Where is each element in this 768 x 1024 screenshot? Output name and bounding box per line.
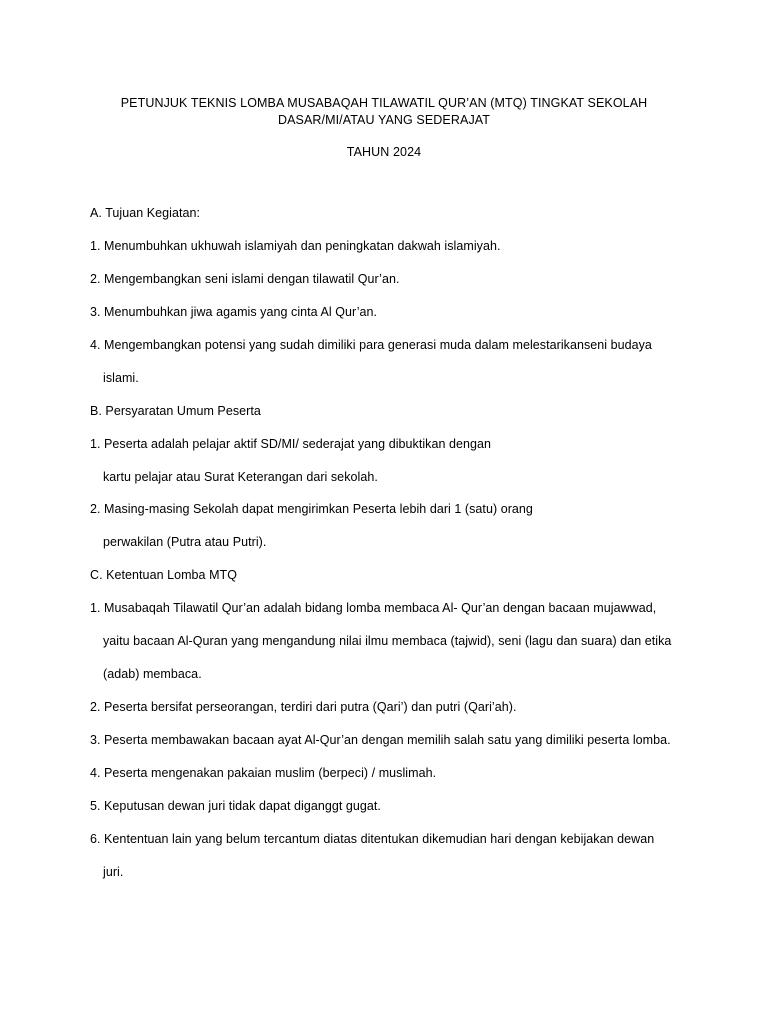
section-a-item-4-continued: islami. [103,371,139,385]
section-b-item-2-continued: perwakilan (Putra atau Putri). [103,535,267,549]
section-a-item-3: 3. Menumbuhkan jiwa agamis yang cinta Al Qur’an. [90,305,378,319]
section-a-item-4: 4. Mengembangkan potensi yang sudah dimiliki para generasi muda dalam melestarikanseni budaya [90,338,652,352]
section-b-item-1-continued: kartu pelajar atau Surat Keterangan dari sekolah. [103,470,378,484]
section-b-heading: B. Persyaratan Umum Peserta [90,404,261,418]
section-b-item-1: 1. Peserta adalah pelajar aktif SD/MI/ sederajat yang dibuktikan dengan [90,437,492,451]
document-title-line-2: DASAR/MI/ATAU YANG SEDERAJAT [277,113,491,127]
section-b-item-2: 2. Masing-masing Sekolah dapat mengirimkan Peserta lebih dari 1 (satu) orang [90,502,533,516]
section-c-item-2: 2. Peserta bersifat perseorangan, terdiri dari putra (Qari’) dan putri (Qari’ah). [90,700,517,714]
section-a-item-1: 1. Menumbuhkan ukhuwah islamiyah dan peningkatan dakwah islamiyah. [90,239,501,253]
document-title-line-1: PETUNJUK TEKNIS LOMBA MUSABAQAH TILAWATIL QUR’AN (MTQ) TINGKAT SEKOLAH [120,96,648,110]
section-a-heading: A. Tujuan Kegiatan: [90,206,201,220]
section-c-item-5: 5. Keputusan dewan juri tidak dapat diganggt gugat. [90,799,381,813]
section-c-item-1: 1. Musabaqah Tilawatil Qur’an adalah bidang lomba membaca Al- Qur’an dengan bacaan mujawwad, [90,601,657,615]
section-c-heading: C. Ketentuan Lomba MTQ [90,568,238,582]
section-c-item-3: 3. Peserta membawakan bacaan ayat Al-Qur’an dengan memilih salah satu yang dimiliki peserta lomba. [90,733,671,747]
section-c-item-6-continued: juri. [103,865,124,879]
section-c-item-1-continued-2: (adab) membaca. [103,667,202,681]
section-a-item-2: 2. Mengembangkan seni islami dengan tilawatil Qur’an. [90,272,400,286]
section-c-item-6: 6. Kententuan lain yang belum tercantum diatas ditentukan dikemudian hari dengan kebijakan dewan [90,832,655,846]
document-year: TAHUN 2024 [346,145,422,159]
section-c-item-1-continued-1: yaitu bacaan Al-Quran yang mengandung nilai ilmu membaca (tajwid), seni (lagu dan suara) dan etika [103,634,672,648]
section-c-item-4: 4. Peserta mengenakan pakaian muslim (berpeci) / muslimah. [90,766,437,780]
